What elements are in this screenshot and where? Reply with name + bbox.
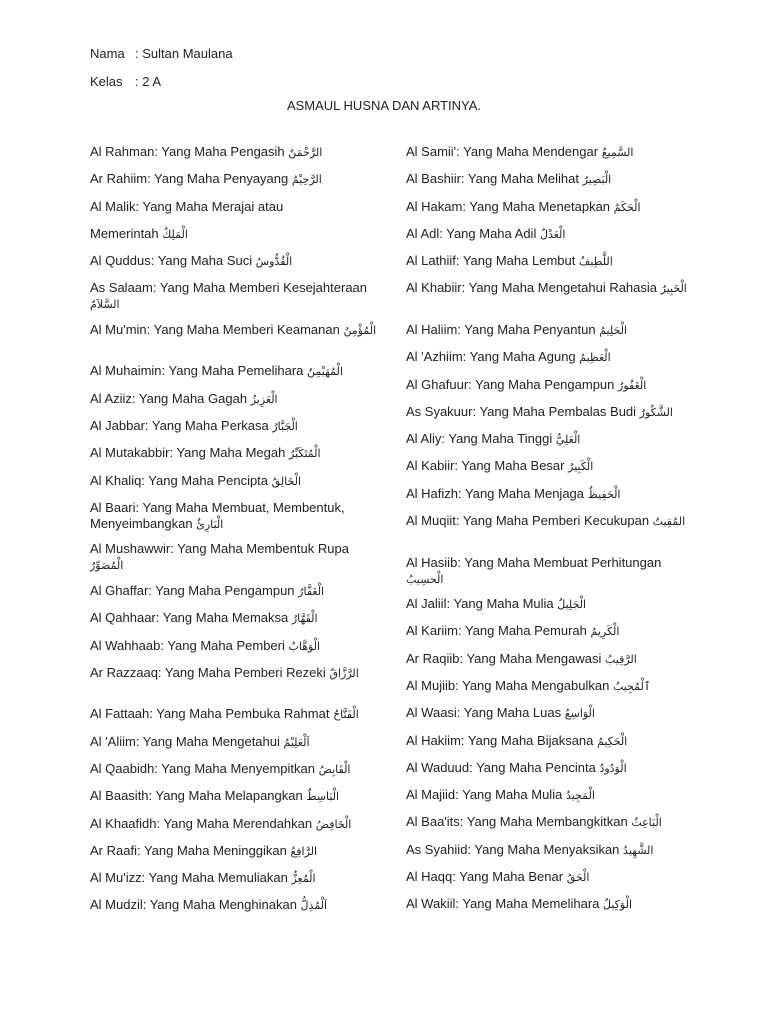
- asma-arabic: الْوَدُودُ: [599, 761, 627, 775]
- asma-arabic: اللَّطِيفُ: [578, 255, 613, 269]
- asma-item: [90, 391, 380, 418]
- asma-text: Al Baari: Yang Maha Membuat, Membentuk, Menyeimbangkan: [90, 499, 345, 531]
- asma-item: [90, 226, 380, 253]
- asma-text: Al Fattaah: Yang Maha Pembuka Rahmat: [90, 706, 330, 722]
- asma-text: Al Aziiz: Yang Maha Gagah: [90, 390, 248, 406]
- asma-text: Al Mu'min: Yang Maha Memberi Keamanan: [90, 321, 340, 337]
- asma-text: As Salaam: Yang Maha Memberi Kesejahteraan: [90, 280, 368, 296]
- asma-text: Al Jabbar: Yang Maha Perkasa: [90, 418, 269, 434]
- asma-arabic: الْبَارِئُ: [196, 517, 224, 531]
- asma-item: [90, 199, 380, 226]
- asma-arabic: الْمُتَكَبِّرُ: [288, 447, 321, 461]
- asma-item: [406, 349, 696, 376]
- asma-arabic: الْوَكِيلُ: [603, 898, 633, 912]
- asma-item: [406, 253, 696, 280]
- asma-item: [406, 171, 696, 198]
- nama-line: [90, 46, 233, 62]
- asma-item: [90, 706, 380, 733]
- asma-text: Al 'Aliim: Yang Maha Mengetahui: [90, 733, 280, 749]
- asma-text: Al Muhaimin: Yang Maha Pemelihara: [90, 363, 304, 379]
- asma-text: Al Mutakabbir: Yang Maha Megah: [90, 445, 286, 461]
- asma-arabic: المُقِيتُ: [652, 515, 686, 529]
- asma-arabic: الْمُؤْمِنُ: [343, 323, 377, 337]
- asma-arabic: السَّمِيعُ: [601, 146, 634, 159]
- asma-arabic: الْجَبَّارُ: [272, 420, 298, 434]
- asma-arabic: الرَّحْمَنُ: [288, 146, 323, 159]
- asma-item: [406, 431, 696, 458]
- asma-item: [90, 665, 380, 707]
- asma-arabic: الْغَفُورُ: [618, 378, 647, 392]
- asma-arabic: الْخَالِقُ: [271, 474, 302, 488]
- left-column: [90, 144, 380, 925]
- asma-item: [406, 678, 696, 705]
- asma-arabic: الْوَاسِعُ: [564, 707, 595, 721]
- asma-arabic: ٱلْمُجِيبُ: [612, 679, 651, 693]
- asma-text: Al Waduud: Yang Maha Pencinta: [406, 759, 596, 775]
- nama-value: : Sultan Maulana: [135, 46, 233, 61]
- asma-text: Al Qahhaar: Yang Maha Memaksa: [90, 610, 289, 626]
- asma-text: Al Baasith: Yang Maha Melapangkan: [90, 788, 303, 804]
- asma-item: [90, 788, 380, 815]
- asma-text: Al Kabiir: Yang Maha Besar: [406, 458, 565, 474]
- asma-arabic: الرَّزَّاقُ: [329, 666, 359, 680]
- asma-item: [406, 651, 696, 678]
- nama-label: Nama: [90, 46, 125, 61]
- asma-text: Al Malik: Yang Maha Merajai atau: [90, 198, 284, 214]
- asma-arabic: الرَّقِيبُ: [604, 652, 637, 666]
- asma-item: [90, 280, 380, 322]
- asma-text: Al Hafizh: Yang Maha Menjaga: [406, 485, 585, 501]
- asma-item: [406, 760, 696, 787]
- asma-item: [406, 787, 696, 814]
- asma-arabic: الْمَجِيدُ: [565, 789, 595, 803]
- kelas-label: Kelas: [90, 74, 123, 89]
- asma-text: Al Hasiib: Yang Maha Membuat Perhitungan: [406, 554, 662, 570]
- asma-item: [406, 814, 696, 841]
- asma-arabic: الشَّكُورُ: [639, 405, 673, 419]
- asma-text: Al Wahhaab: Yang Maha Pemberi: [90, 637, 285, 653]
- asma-item: [90, 816, 380, 843]
- asma-text: Al Mu'izz: Yang Maha Memuliakan: [90, 870, 288, 886]
- asma-arabic: الْقُدُّوسُ: [255, 255, 293, 269]
- asma-item: [90, 500, 380, 542]
- asma-item: [406, 226, 696, 253]
- asma-arabic: الْعَزِيزُ: [250, 392, 278, 406]
- asma-item: [90, 322, 380, 364]
- asma-arabic: الْعَلِيُّ: [555, 433, 581, 447]
- asma-text: Ar Razzaaq: Yang Maha Pemberi Rezeki: [90, 664, 326, 680]
- asma-text: Al Khaliq: Yang Maha Pencipta: [90, 472, 269, 488]
- asma-arabic: الْمُعِزُّ: [291, 872, 316, 886]
- asma-item: [406, 555, 696, 597]
- asma-arabic: الْفَتَّاحُ: [333, 708, 359, 722]
- asma-item: [406, 322, 696, 349]
- asma-arabic: الْمُصَوِّرُ: [90, 559, 124, 573]
- asma-item: [406, 199, 696, 226]
- asma-text: Al Kariim: Yang Maha Pemurah: [406, 623, 587, 639]
- asma-arabic: الْحَكَمُ: [613, 200, 641, 214]
- asma-arabic: الْبَاسِطُ: [306, 790, 340, 804]
- asma-text: As Syahiid: Yang Maha Menyaksikan: [406, 841, 620, 857]
- asma-item: [406, 486, 696, 513]
- asma-item: [90, 583, 380, 610]
- asma-text: As Syakuur: Yang Maha Pembalas Budi: [406, 403, 637, 419]
- asma-arabic: الْحَلِيمُ: [599, 323, 627, 337]
- kelas-value: : 2 A: [135, 74, 162, 89]
- asma-item: [406, 733, 696, 760]
- asma-text: Al Haliim: Yang Maha Penyantun: [406, 321, 596, 337]
- asma-text: Al Quddus: Yang Maha Suci: [90, 253, 253, 269]
- asma-arabic: الْحَفِيظُ: [587, 487, 621, 501]
- asma-item: [406, 458, 696, 485]
- asma-arabic: الْكَرِيمُ: [590, 625, 620, 639]
- asma-item: [90, 638, 380, 665]
- asma-text: Memerintah: [90, 225, 159, 241]
- asma-item: [90, 144, 380, 171]
- asma-item: [406, 404, 696, 431]
- asma-text: Al Mujiib: Yang Maha Mengabulkan: [406, 677, 610, 693]
- asma-text: Al Muqiit: Yang Maha Pemberi Kecukupan: [406, 513, 650, 529]
- asma-arabic: الْبَاعِثُ: [631, 816, 662, 830]
- asma-text: Al Wakiil: Yang Maha Memelihara: [406, 896, 600, 912]
- asma-item: [90, 843, 380, 870]
- asma-arabic: الْقَهَّارُ: [291, 612, 318, 626]
- asma-text: Al Khabiir: Yang Maha Mengetahui Rahasia: [406, 280, 658, 296]
- asma-item: [90, 473, 380, 500]
- asma-item: [406, 896, 696, 923]
- asma-item: [406, 280, 696, 322]
- asma-text: Al Ghafuur: Yang Maha Pengampun: [406, 376, 615, 392]
- asma-text: Al Khaafidh: Yang Maha Merendahkan: [90, 815, 313, 831]
- asma-arabic: الْبَصِيرُ: [582, 173, 612, 187]
- asma-item: [406, 705, 696, 732]
- asma-text: Ar Raqiib: Yang Maha Mengawasi: [406, 650, 602, 666]
- asma-arabic: اَلْعَلِيْمُ: [283, 735, 310, 749]
- asma-text: Al Baa'its: Yang Maha Membangkitkan: [406, 814, 628, 830]
- asma-text: Al 'Azhiim: Yang Maha Agung: [406, 349, 576, 365]
- asma-arabic: السَّلاَمُ: [90, 298, 120, 312]
- asma-arabic: اَلْمُذِلُّ: [300, 899, 328, 913]
- asma-item: [406, 144, 696, 171]
- asma-item: [406, 842, 696, 869]
- asma-text: Al Ghaffar: Yang Maha Pengampun: [90, 582, 295, 598]
- asma-arabic: الْجَلِيلُ: [557, 598, 587, 612]
- asma-arabic: الْحَقُ: [566, 871, 590, 885]
- asma-text: Al Majiid: Yang Maha Mulia: [406, 787, 563, 803]
- asma-item: [406, 513, 696, 555]
- asma-item: [406, 377, 696, 404]
- asma-item: [90, 445, 380, 472]
- asma-arabic: الْحَكِيمُ: [597, 734, 628, 748]
- asma-item: [406, 623, 696, 650]
- asma-arabic: الْكَبِيرُ: [568, 460, 594, 474]
- asma-arabic: الْوَهَّابُ: [288, 639, 321, 653]
- asma-item: [90, 870, 380, 897]
- asma-arabic: الْقَابِضُ: [318, 762, 351, 776]
- asma-text: Al Waasi: Yang Maha Luas: [406, 705, 562, 721]
- asma-text: Al Hakam: Yang Maha Menetapkan: [406, 198, 611, 214]
- asma-text: Al Mushawwir: Yang Maha Membentuk Rupa: [90, 541, 349, 557]
- kelas-line: [90, 74, 161, 90]
- asma-arabic: الْعَدْلُ: [539, 227, 566, 241]
- asma-text: Al Jaliil: Yang Maha Mulia: [406, 596, 554, 612]
- asma-text: Ar Rahiim: Yang Maha Penyayang: [90, 171, 289, 187]
- asma-text: Al Samii': Yang Maha Mendengar: [406, 144, 599, 159]
- asma-text: Al Lathiif: Yang Maha Lembut: [406, 253, 576, 269]
- asma-item: [90, 541, 380, 583]
- asma-text: Al Aliy: Yang Maha Tinggi: [406, 431, 553, 447]
- asma-arabic: الرَّحِيْمُ: [291, 173, 322, 187]
- asma-item: [406, 869, 696, 896]
- asma-arabic: الْخَبِيرُ: [660, 282, 687, 296]
- asma-item: [90, 171, 380, 198]
- asma-arabic: الْحسِيبُ: [406, 572, 444, 586]
- asma-arabic: الْعَظِيمُ: [579, 351, 611, 365]
- asma-arabic: الرَّافِعُ: [290, 844, 318, 858]
- asma-arabic: الشَّهِيدُ: [623, 843, 654, 857]
- asma-item: [90, 897, 380, 924]
- asma-text: Al Bashiir: Yang Maha Melihat: [406, 171, 579, 187]
- asma-item: [90, 418, 380, 445]
- asma-arabic: الْخَافِضُ: [315, 817, 352, 831]
- asma-item: [90, 761, 380, 788]
- asma-text: Ar Raafi: Yang Maha Meninggikan: [90, 842, 287, 858]
- asma-arabic: الْمَلِكُ: [162, 227, 188, 241]
- asma-text: Al Adl: Yang Maha Adil: [406, 225, 537, 241]
- asma-arabic: الْغَفَّارُ: [298, 584, 325, 598]
- asma-text: Al Qaabidh: Yang Maha Menyempitkan: [90, 760, 315, 776]
- asma-arabic: الْمُهَيْمِنُ: [307, 365, 343, 379]
- page-title: ASMAUL HUSNA DAN ARTINYA.: [286, 98, 482, 113]
- asma-text: Al Hakiim: Yang Maha Bijaksana: [406, 732, 594, 748]
- asma-item: [406, 596, 696, 623]
- asma-text: Al Rahman: Yang Maha Pengasih: [90, 144, 285, 159]
- asma-text: Al Haqq: Yang Maha Benar: [406, 869, 564, 885]
- asma-item: [90, 253, 380, 280]
- asma-item: [90, 363, 380, 390]
- asma-item: [90, 610, 380, 637]
- right-column: [406, 144, 696, 924]
- asma-text: Al Mudzil: Yang Maha Menghinakan: [90, 897, 297, 913]
- asma-item: [90, 734, 380, 761]
